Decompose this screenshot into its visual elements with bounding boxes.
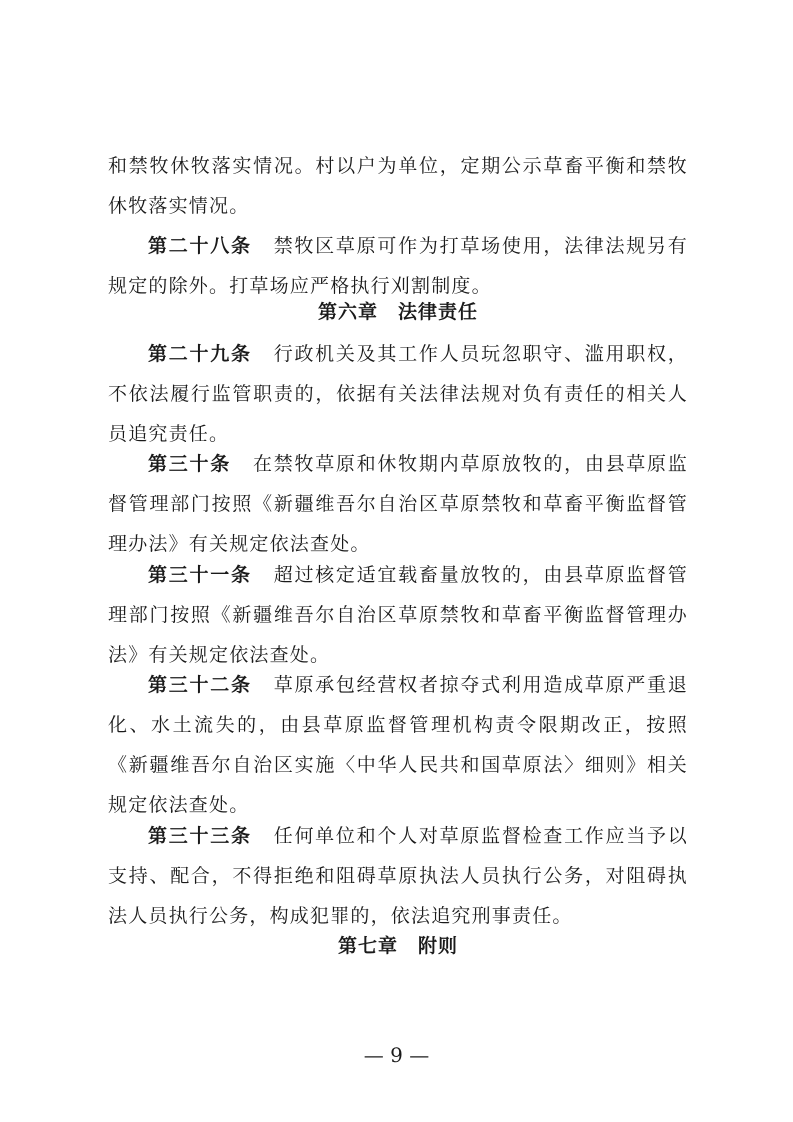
article-title: 第三十二条 [148,674,252,696]
paragraph-continued [108,146,688,226]
article-title: 第三十三条 [148,825,252,847]
article-32 [108,665,688,825]
article-31 [108,555,688,675]
article-text: 超过核定适宜载畜量放牧的，由县草原监督管理部门按照《新疆维吾尔自治区草原禁牧和草畜平衡监督管理办法》有关规定依法查处。 [108,564,688,666]
chapter-heading-7: 第七章 附则 [337,935,458,957]
article-30 [108,444,688,564]
paragraph-text: 和禁牧休牧落实情况。村以户为单位，定期公示草畜平衡和禁牧休牧落实情况。 [108,155,688,217]
article-title: 第二十九条 [148,343,252,365]
article-title: 第三十一条 [148,564,252,586]
article-title: 第二十八条 [148,235,252,257]
page-number: — 9 — [363,1043,430,1067]
article-text: 草原承包经营权者掠夺式利用造成草原严重退化、水土流失的，由县草原监督管理机构责令限期改正，按照《新疆维吾尔自治区实施〈中华人民共和国草原法〉细则》相关规定依法查处。 [108,674,688,816]
chapter-heading-6: 第六章 法律责任 [317,301,478,323]
article-title: 第三十条 [148,453,231,475]
article-29 [108,334,688,454]
article-text: 行政机关及其工作人员玩忽职守、滥用职权，不依法履行监管职责的，依据有关法律法规对负有责任的相关人员追究责任。 [108,343,688,445]
article-text: 任何单位和个人对草原监督检查工作应当予以支持、配合，不得拒绝和阻碍草原执法人员执行公务，对阻碍执法人员执行公务，构成犯罪的，依法追究刑事责任。 [108,825,688,927]
article-text: 禁牧区草原可作为打草场使用，法律法规另有规定的除外。打草场应严格执行刈割制度。 [108,235,688,297]
article-33 [108,816,688,936]
article-text: 在禁牧草原和休牧期内草原放牧的，由县草原监督管理部门按照《新疆维吾尔自治区草原禁牧和草畜平衡监督管理办法》有关规定依法查处。 [108,453,688,555]
